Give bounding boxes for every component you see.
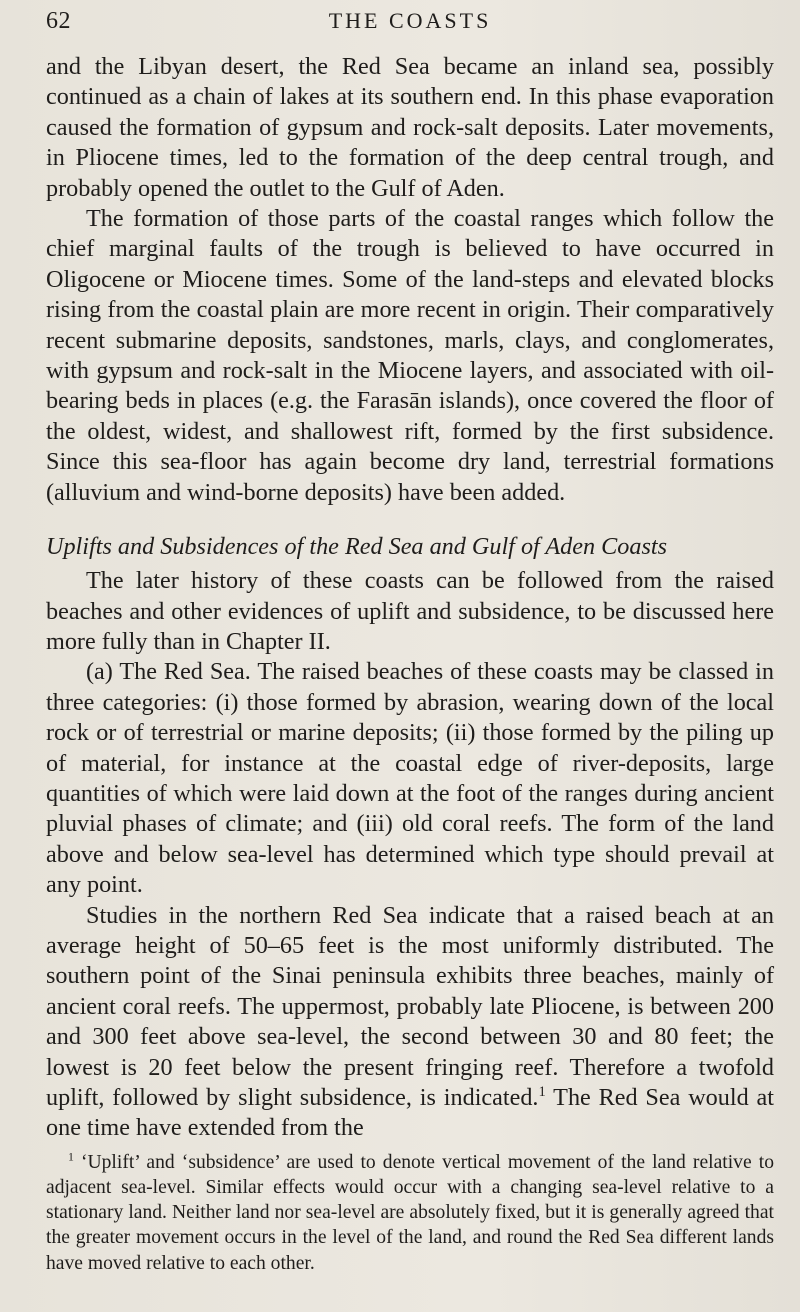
paragraph-coastal-ranges: The formation of those parts of the coastal ranges which follow the chief marginal faults of the trough is believed to have occurred in Oligocene or Miocene times. Some of the land-steps and elevated blocks rising from the coastal plain are more recent in origin. Their comparatively recent submarine deposits, sandstones, marls, clays, and conglomerates, with gypsum and rock-salt in the Miocene layers, and associated with oil-bearing beds in places (e.g. the Farasān islands), once covered the floor of the oldest, widest, and shallowest rift, formed by the first subsidence. Since this sea-floor has again become dry land, terrestrial formations (alluvium and wind-borne deposits) have been added. (46, 205, 774, 506)
footnote-marker: 1 (68, 1150, 74, 1164)
paragraph-studies (46, 901, 774, 1144)
body-text (46, 52, 774, 1144)
running-head (46, 8, 774, 42)
section-heading: Uplifts and Subsidences of the Red Sea and Gulf of Aden Coasts (46, 533, 667, 561)
paragraph-continuation: and the Libyan desert, the Red Sea became an inland sea, possibly continued as a chain of lakes at its southern end. In this phase evaporation caused the formation of gypsum and rock-salt deposits. Later movements, in Pliocene times, led to the formation of the deep central trough, and probably opened the outlet to the Gulf of Aden. (46, 53, 774, 202)
paragraph-later-history: The later history of these coasts can be followed from the raised beaches and other evidences of uplift and subsidence, to be discussed here more fully than in Chapter II. (46, 567, 774, 655)
paragraph-studies-continuation: The Red Sea would at one time have extended from the (46, 1084, 774, 1142)
footnote-reference: 1 (538, 1083, 546, 1100)
paragraph-studies-text: Studies in the northern Red Sea indicate that a raised beach at an average height of 50–65 feet is the most uniformly distributed. The southern point of the Sinai peninsula exhibits three beaches, mainly of ancient coral reefs. The uppermost, probably late Pliocene, is between 200 and 300 feet above sea-level, the second between 30 and 80 feet; the lowest is 20 feet below the present fringing reef. Therefore a twofold uplift, followed by slight subsidence, is indicated. (46, 901, 774, 1111)
footnotes (46, 1150, 774, 1276)
page-number: 62 (46, 8, 71, 34)
footnote-text: ‘Uplift’ and ‘subsidence’ are used to denote vertical movement of the land relative to adjacent sea-level. Similar effects would occur with a changing sea-level relative to a stationary land. Neither land nor sea-level are absolutely fixed, but it is generally agreed that the greater movement occurs in the level of the land, and round the Red Sea different lands have moved relative to each other. (46, 1151, 774, 1274)
running-title: THE COASTS (328, 8, 492, 33)
footnote-1 (46, 1150, 774, 1276)
paragraph-red-sea: (a) The Red Sea. The raised beaches of these coasts may be classed in three categories: (i) those formed by abrasion, wearing down of the local rock or of terrestrial or marine deposits; (ii) those formed by the piling up of material, for instance at the coastal edge of river-deposits, large quantities of which were laid down at the foot of the ranges during ancient pluvial phases of climate; and (iii) old coral reefs. The form of the land above and below sea-level has determined which type should prevail at any point. (46, 658, 774, 899)
